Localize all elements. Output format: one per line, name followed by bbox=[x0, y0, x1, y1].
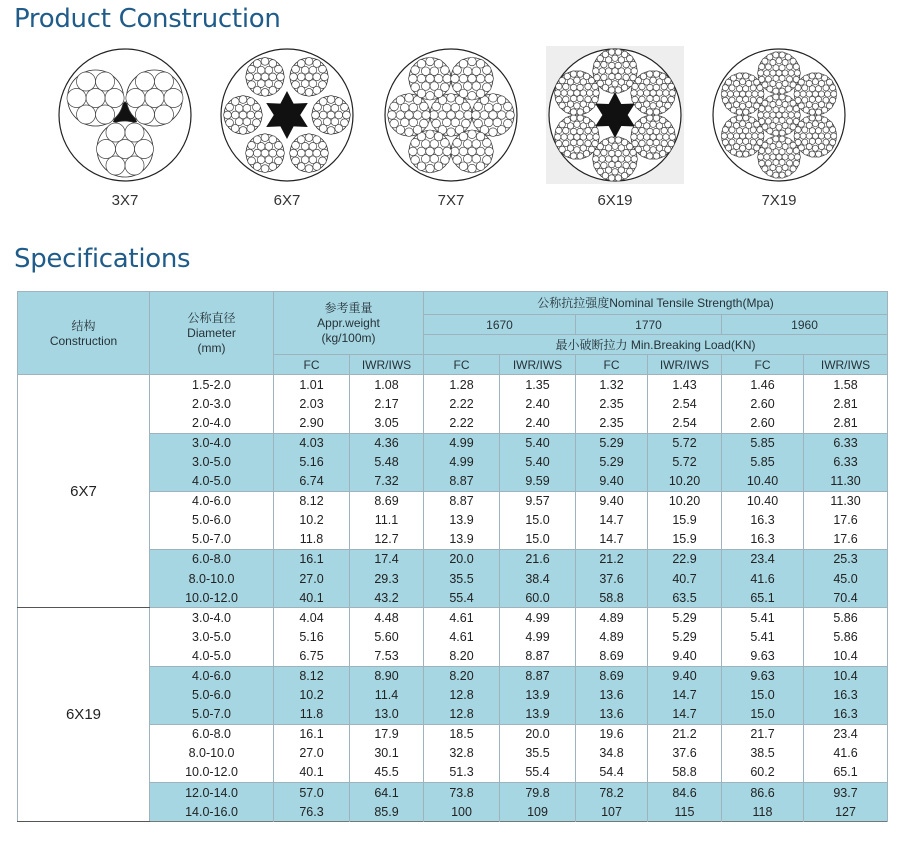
value-cell: 9.40 bbox=[576, 472, 648, 492]
value-cell: 1.46 bbox=[722, 375, 804, 395]
value-cell: 11.8 bbox=[274, 705, 350, 725]
diameter-header-en: Diameter bbox=[187, 326, 236, 341]
value-cell: 12.8 bbox=[424, 705, 500, 725]
construction-header bbox=[18, 292, 150, 375]
value-cell: 37.6 bbox=[648, 744, 722, 763]
value-cell: 5.40 bbox=[500, 453, 576, 472]
value-cell: 32.8 bbox=[424, 744, 500, 763]
value-cell: 70.4 bbox=[804, 588, 888, 608]
diameter-cell: 5.0-6.0 bbox=[150, 686, 274, 705]
value-cell: 3.05 bbox=[350, 413, 424, 433]
cable-7x19-icon bbox=[710, 46, 848, 184]
value-cell: 51.3 bbox=[424, 763, 500, 783]
diameter-cell: 4.0-5.0 bbox=[150, 472, 274, 492]
weight-header bbox=[274, 292, 424, 355]
value-cell: 9.40 bbox=[648, 666, 722, 686]
value-cell: 8.69 bbox=[350, 491, 424, 511]
value-cell: 21.6 bbox=[500, 550, 576, 570]
value-cell: 9.40 bbox=[576, 491, 648, 511]
value-cell: 2.54 bbox=[648, 394, 722, 413]
value-cell: 2.22 bbox=[424, 394, 500, 413]
value-cell: 5.48 bbox=[350, 453, 424, 472]
value-cell: 35.5 bbox=[424, 569, 500, 588]
value-cell: 16.3 bbox=[722, 511, 804, 530]
value-cell: 64.1 bbox=[350, 783, 424, 803]
value-cell: 14.7 bbox=[576, 530, 648, 550]
value-cell: 17.9 bbox=[350, 724, 424, 744]
value-cell: 4.61 bbox=[424, 628, 500, 647]
value-cell: 5.72 bbox=[648, 433, 722, 453]
value-cell: 54.4 bbox=[576, 763, 648, 783]
value-cell: 8.87 bbox=[500, 647, 576, 667]
cable-item-6x7 bbox=[217, 46, 357, 209]
value-cell: 6.75 bbox=[274, 647, 350, 667]
value-cell: 55.4 bbox=[424, 588, 500, 608]
value-cell: 2.03 bbox=[274, 394, 350, 413]
value-cell: 16.1 bbox=[274, 550, 350, 570]
value-cell: 8.12 bbox=[274, 491, 350, 511]
value-cell: 73.8 bbox=[424, 783, 500, 803]
value-cell: 2.81 bbox=[804, 394, 888, 413]
diameter-cell: 14.0-16.0 bbox=[150, 802, 274, 822]
value-cell: 15.0 bbox=[722, 705, 804, 725]
value-cell: 18.5 bbox=[424, 724, 500, 744]
value-cell: 23.4 bbox=[722, 550, 804, 570]
value-cell: 8.69 bbox=[576, 647, 648, 667]
value-cell: 57.0 bbox=[274, 783, 350, 803]
value-cell: 10.40 bbox=[722, 491, 804, 511]
value-cell: 6.33 bbox=[804, 453, 888, 472]
diameter-cell: 2.0-4.0 bbox=[150, 413, 274, 433]
diameter-cell: 5.0-7.0 bbox=[150, 705, 274, 725]
value-cell: 2.35 bbox=[576, 413, 648, 433]
value-cell: 5.29 bbox=[648, 628, 722, 647]
value-cell: 115 bbox=[648, 802, 722, 822]
value-cell: 4.61 bbox=[424, 608, 500, 628]
value-cell: 27.0 bbox=[274, 744, 350, 763]
weight-header-cn: 参考重量 bbox=[324, 301, 373, 316]
value-cell: 9.57 bbox=[500, 491, 576, 511]
value-cell: 40.1 bbox=[274, 763, 350, 783]
value-cell: 58.8 bbox=[576, 588, 648, 608]
value-cell: 2.60 bbox=[722, 394, 804, 413]
cable-label: 7X19 bbox=[761, 192, 797, 209]
value-cell: 60.2 bbox=[722, 763, 804, 783]
construction-header-cn: 结构 bbox=[71, 318, 96, 333]
value-cell: 17.4 bbox=[350, 550, 424, 570]
value-cell: 2.60 bbox=[722, 413, 804, 433]
cable-label: 6X19 bbox=[597, 192, 633, 209]
value-cell: 45.0 bbox=[804, 569, 888, 588]
value-cell: 5.29 bbox=[576, 453, 648, 472]
value-cell: 2.35 bbox=[576, 394, 648, 413]
value-cell: 63.5 bbox=[648, 588, 722, 608]
value-cell: 2.54 bbox=[648, 413, 722, 433]
value-cell: 13.6 bbox=[576, 686, 648, 705]
weight-header-unit: (kg/100m) bbox=[321, 331, 376, 346]
value-cell: 45.5 bbox=[350, 763, 424, 783]
value-cell: 35.5 bbox=[500, 744, 576, 763]
value-cell: 1.28 bbox=[424, 375, 500, 395]
value-cell: 8.90 bbox=[350, 666, 424, 686]
value-cell: 25.3 bbox=[804, 550, 888, 570]
value-cell: 38.4 bbox=[500, 569, 576, 588]
g1670-iwr-header: IWR/IWS bbox=[500, 355, 576, 375]
cable-item-3x7 bbox=[55, 46, 195, 209]
diameter-cell: 10.0-12.0 bbox=[150, 763, 274, 783]
value-cell: 58.8 bbox=[648, 763, 722, 783]
diameter-cell: 5.0-7.0 bbox=[150, 530, 274, 550]
diameter-cell: 4.0-5.0 bbox=[150, 647, 274, 667]
value-cell: 13.9 bbox=[500, 686, 576, 705]
value-cell: 4.99 bbox=[500, 608, 576, 628]
diameter-cell: 4.0-6.0 bbox=[150, 491, 274, 511]
value-cell: 38.5 bbox=[722, 744, 804, 763]
value-cell: 9.63 bbox=[722, 647, 804, 667]
specifications-heading: Specifications bbox=[14, 244, 191, 274]
value-cell: 65.1 bbox=[804, 763, 888, 783]
value-cell: 5.72 bbox=[648, 453, 722, 472]
cable-gallery bbox=[55, 46, 895, 226]
value-cell: 9.63 bbox=[722, 666, 804, 686]
weight-header-en: Appr.weight bbox=[317, 316, 380, 331]
diameter-cell: 3.0-4.0 bbox=[150, 608, 274, 628]
value-cell: 16.3 bbox=[804, 705, 888, 725]
value-cell: 19.6 bbox=[576, 724, 648, 744]
value-cell: 21.7 bbox=[722, 724, 804, 744]
diameter-header-unit: (mm) bbox=[197, 341, 226, 356]
value-cell: 10.40 bbox=[722, 472, 804, 492]
cable-item-7x19 bbox=[709, 46, 849, 209]
value-cell: 5.85 bbox=[722, 433, 804, 453]
value-cell: 11.1 bbox=[350, 511, 424, 530]
value-cell: 4.99 bbox=[500, 628, 576, 647]
value-cell: 5.86 bbox=[804, 608, 888, 628]
breaking-load-header: 最小破断拉力 Min.Breaking Load(KN) bbox=[424, 335, 888, 355]
value-cell: 17.6 bbox=[804, 530, 888, 550]
value-cell: 5.40 bbox=[500, 433, 576, 453]
weight-iwr-header: IWR/IWS bbox=[350, 355, 424, 375]
value-cell: 41.6 bbox=[722, 569, 804, 588]
value-cell: 8.87 bbox=[500, 666, 576, 686]
value-cell: 4.89 bbox=[576, 608, 648, 628]
value-cell: 41.6 bbox=[804, 744, 888, 763]
value-cell: 29.3 bbox=[350, 569, 424, 588]
value-cell: 11.30 bbox=[804, 472, 888, 492]
value-cell: 15.9 bbox=[648, 511, 722, 530]
cable-label: 7X7 bbox=[437, 192, 465, 209]
value-cell: 127 bbox=[804, 802, 888, 822]
g1770-fc-header: FC bbox=[576, 355, 648, 375]
value-cell: 100 bbox=[424, 802, 500, 822]
g1960-fc-header: FC bbox=[722, 355, 804, 375]
value-cell: 21.2 bbox=[576, 550, 648, 570]
value-cell: 85.9 bbox=[350, 802, 424, 822]
value-cell: 4.89 bbox=[576, 628, 648, 647]
table-row bbox=[18, 608, 888, 628]
value-cell: 86.6 bbox=[722, 783, 804, 803]
value-cell: 5.29 bbox=[648, 608, 722, 628]
value-cell: 14.7 bbox=[648, 705, 722, 725]
value-cell: 11.8 bbox=[274, 530, 350, 550]
value-cell: 6.74 bbox=[274, 472, 350, 492]
diameter-header bbox=[150, 292, 274, 375]
value-cell: 4.36 bbox=[350, 433, 424, 453]
diameter-header-cn: 公称直径 bbox=[187, 311, 236, 326]
cable-label: 6X7 bbox=[273, 192, 301, 209]
value-cell: 65.1 bbox=[722, 588, 804, 608]
value-cell: 2.81 bbox=[804, 413, 888, 433]
value-cell: 5.60 bbox=[350, 628, 424, 647]
diameter-cell: 3.0-4.0 bbox=[150, 433, 274, 453]
value-cell: 1.01 bbox=[274, 375, 350, 395]
value-cell: 8.69 bbox=[576, 666, 648, 686]
value-cell: 10.4 bbox=[804, 666, 888, 686]
value-cell: 27.0 bbox=[274, 569, 350, 588]
value-cell: 5.29 bbox=[576, 433, 648, 453]
value-cell: 4.99 bbox=[424, 453, 500, 472]
value-cell: 79.8 bbox=[500, 783, 576, 803]
value-cell: 10.20 bbox=[648, 472, 722, 492]
value-cell: 107 bbox=[576, 802, 648, 822]
value-cell: 4.99 bbox=[424, 433, 500, 453]
value-cell: 5.16 bbox=[274, 453, 350, 472]
value-cell: 30.1 bbox=[350, 744, 424, 763]
value-cell: 17.6 bbox=[804, 511, 888, 530]
value-cell: 8.12 bbox=[274, 666, 350, 686]
value-cell: 13.6 bbox=[576, 705, 648, 725]
value-cell: 2.40 bbox=[500, 394, 576, 413]
value-cell: 15.0 bbox=[500, 530, 576, 550]
value-cell: 13.9 bbox=[424, 511, 500, 530]
value-cell: 23.4 bbox=[804, 724, 888, 744]
value-cell: 13.0 bbox=[350, 705, 424, 725]
g1770-iwr-header: IWR/IWS bbox=[648, 355, 722, 375]
value-cell: 34.8 bbox=[576, 744, 648, 763]
value-cell: 10.20 bbox=[648, 491, 722, 511]
value-cell: 4.03 bbox=[274, 433, 350, 453]
value-cell: 40.1 bbox=[274, 588, 350, 608]
value-cell: 7.32 bbox=[350, 472, 424, 492]
cable-item-7x7 bbox=[381, 46, 521, 209]
value-cell: 8.20 bbox=[424, 647, 500, 667]
value-cell: 5.86 bbox=[804, 628, 888, 647]
value-cell: 8.87 bbox=[424, 472, 500, 492]
value-cell: 5.85 bbox=[722, 453, 804, 472]
specifications-table-body bbox=[18, 375, 888, 822]
value-cell: 12.8 bbox=[424, 686, 500, 705]
diameter-cell: 3.0-5.0 bbox=[150, 628, 274, 647]
value-cell: 1.43 bbox=[648, 375, 722, 395]
value-cell: 10.2 bbox=[274, 686, 350, 705]
value-cell: 2.22 bbox=[424, 413, 500, 433]
value-cell: 21.2 bbox=[648, 724, 722, 744]
diameter-cell: 6.0-8.0 bbox=[150, 550, 274, 570]
value-cell: 9.40 bbox=[648, 647, 722, 667]
tensile-strength-header: 公称抗拉强度Nominal Tensile Strength(Mpa) bbox=[424, 292, 888, 315]
value-cell: 13.9 bbox=[500, 705, 576, 725]
value-cell: 1.35 bbox=[500, 375, 576, 395]
value-cell: 16.3 bbox=[722, 530, 804, 550]
value-cell: 5.16 bbox=[274, 628, 350, 647]
value-cell: 6.33 bbox=[804, 433, 888, 453]
value-cell: 7.53 bbox=[350, 647, 424, 667]
cable-3x7-icon bbox=[56, 46, 194, 184]
diameter-cell: 3.0-5.0 bbox=[150, 453, 274, 472]
g1960-iwr-header: IWR/IWS bbox=[804, 355, 888, 375]
value-cell: 4.04 bbox=[274, 608, 350, 628]
value-cell: 118 bbox=[722, 802, 804, 822]
value-cell: 22.9 bbox=[648, 550, 722, 570]
value-cell: 10.4 bbox=[804, 647, 888, 667]
grade-1670-header: 1670 bbox=[424, 315, 576, 335]
value-cell: 37.6 bbox=[576, 569, 648, 588]
construction-cell: 6X19 bbox=[18, 608, 150, 822]
value-cell: 1.08 bbox=[350, 375, 424, 395]
value-cell: 93.7 bbox=[804, 783, 888, 803]
value-cell: 76.3 bbox=[274, 802, 350, 822]
construction-cell: 6X7 bbox=[18, 375, 150, 608]
construction-header-en: Construction bbox=[49, 333, 118, 348]
weight-fc-header: FC bbox=[274, 355, 350, 375]
value-cell: 1.58 bbox=[804, 375, 888, 395]
value-cell: 20.0 bbox=[500, 724, 576, 744]
value-cell: 14.7 bbox=[648, 686, 722, 705]
diameter-cell: 10.0-12.0 bbox=[150, 588, 274, 608]
value-cell: 15.0 bbox=[722, 686, 804, 705]
value-cell: 11.4 bbox=[350, 686, 424, 705]
grade-1770-header: 1770 bbox=[576, 315, 722, 335]
value-cell: 14.7 bbox=[576, 511, 648, 530]
value-cell: 5.41 bbox=[722, 608, 804, 628]
value-cell: 16.1 bbox=[274, 724, 350, 744]
value-cell: 15.9 bbox=[648, 530, 722, 550]
value-cell: 1.32 bbox=[576, 375, 648, 395]
diameter-cell: 6.0-8.0 bbox=[150, 724, 274, 744]
diameter-cell: 1.5-2.0 bbox=[150, 375, 274, 395]
product-construction-heading: Product Construction bbox=[14, 4, 281, 34]
diameter-cell: 2.0-3.0 bbox=[150, 394, 274, 413]
value-cell: 11.30 bbox=[804, 491, 888, 511]
value-cell: 10.2 bbox=[274, 511, 350, 530]
grade-1960-header: 1960 bbox=[722, 315, 888, 335]
cable-label: 3X7 bbox=[111, 192, 139, 209]
value-cell: 5.41 bbox=[722, 628, 804, 647]
value-cell: 40.7 bbox=[648, 569, 722, 588]
diameter-cell: 12.0-14.0 bbox=[150, 783, 274, 803]
value-cell: 2.90 bbox=[274, 413, 350, 433]
cable-7x7-icon bbox=[382, 46, 520, 184]
value-cell: 8.87 bbox=[424, 491, 500, 511]
g1670-fc-header: FC bbox=[424, 355, 500, 375]
value-cell: 13.9 bbox=[424, 530, 500, 550]
value-cell: 15.0 bbox=[500, 511, 576, 530]
cable-6x19-icon bbox=[546, 46, 684, 184]
value-cell: 2.40 bbox=[500, 413, 576, 433]
value-cell: 84.6 bbox=[648, 783, 722, 803]
value-cell: 55.4 bbox=[500, 763, 576, 783]
cable-item-6x19 bbox=[545, 46, 685, 209]
diameter-cell: 5.0-6.0 bbox=[150, 511, 274, 530]
value-cell: 4.48 bbox=[350, 608, 424, 628]
value-cell: 12.7 bbox=[350, 530, 424, 550]
value-cell: 2.17 bbox=[350, 394, 424, 413]
value-cell: 9.59 bbox=[500, 472, 576, 492]
diameter-cell: 4.0-6.0 bbox=[150, 666, 274, 686]
value-cell: 8.20 bbox=[424, 666, 500, 686]
specifications-table bbox=[17, 291, 888, 822]
value-cell: 16.3 bbox=[804, 686, 888, 705]
table-row bbox=[18, 375, 888, 395]
value-cell: 60.0 bbox=[500, 588, 576, 608]
value-cell: 20.0 bbox=[424, 550, 500, 570]
diameter-cell: 8.0-10.0 bbox=[150, 744, 274, 763]
value-cell: 43.2 bbox=[350, 588, 424, 608]
cable-6x7-icon bbox=[218, 46, 356, 184]
value-cell: 78.2 bbox=[576, 783, 648, 803]
diameter-cell: 8.0-10.0 bbox=[150, 569, 274, 588]
value-cell: 109 bbox=[500, 802, 576, 822]
